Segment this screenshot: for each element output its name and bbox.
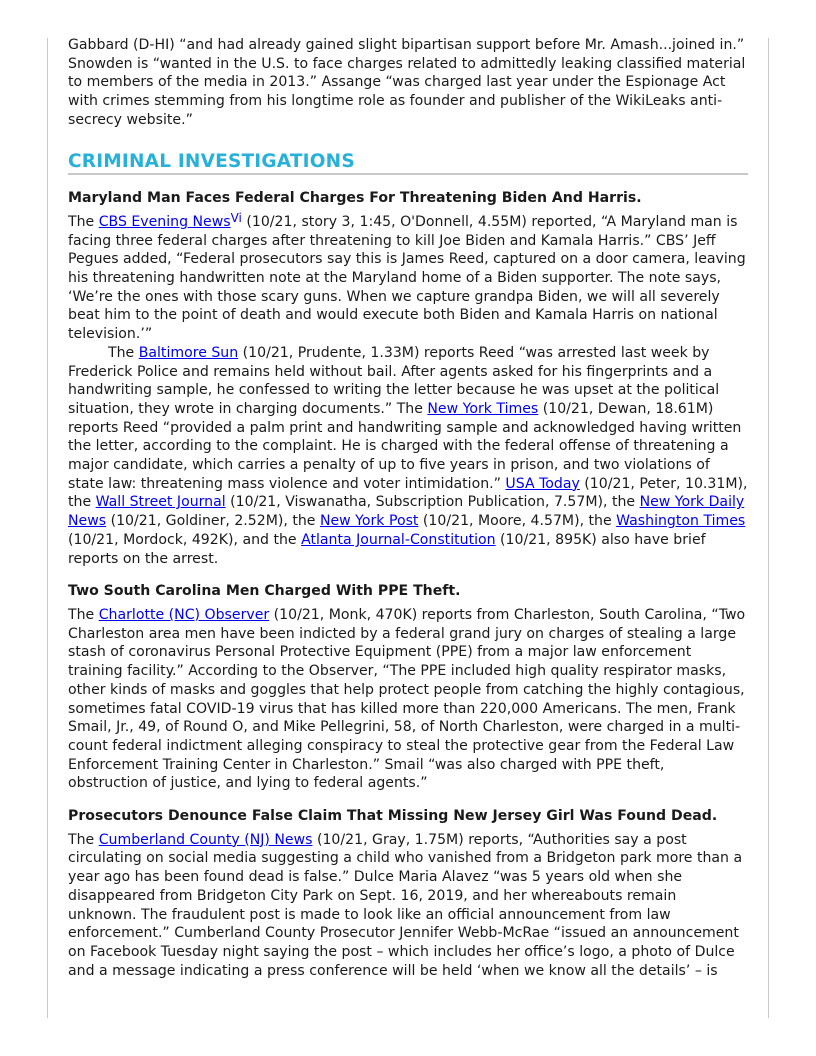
link-new-york-daily-news[interactable]: New York Daily News: [68, 494, 745, 530]
document-body: [68, 36, 748, 980]
article-paragraph: [68, 344, 748, 568]
link-wall-street-journal[interactable]: Wall Street Journal: [95, 494, 226, 511]
article-headline-biden-threat: Maryland Man Faces Federal Charges For Threatening Biden And Harris.: [68, 190, 642, 207]
video-indicator[interactable]: Vi: [230, 210, 242, 225]
text: (10/21, Moore, 4.57M), the: [418, 513, 617, 530]
link-baltimore-sun[interactable]: Baltimore Sun: [138, 344, 239, 361]
text: The: [68, 213, 99, 230]
intro-paragraph: Gabbard (D-HI) “and had already gained slight bipartisan support before Mr. Amash...joined in.” Snowden is “wanted in the U.S. to face charges related to admittedly leaking classified material to members of the media in 2013.” Assange “was charged last year under the Espionage Act with crimes stemming from his longtime role as founder and publisher of the WikiLeaks anti-secrecy website.”: [68, 37, 746, 128]
link-new-york-times[interactable]: New York Times: [427, 400, 539, 417]
article-paragraph: [68, 606, 748, 793]
article-headline-ppe-theft: Two South Carolina Men Charged With PPE Theft.: [68, 583, 461, 600]
right-margin-rule: [768, 38, 769, 1018]
article-headline-missing-girl: Prosecutors Denounce False Claim That Missing New Jersey Girl Was Found Dead.: [68, 808, 718, 825]
link-atlanta-journal-constitution[interactable]: Atlanta Journal-Constitution: [301, 531, 496, 548]
text: The: [108, 344, 139, 361]
article-paragraph: [68, 831, 748, 981]
link-washington-times[interactable]: Washington Times: [616, 513, 746, 530]
section-title: CRIMINAL INVESTIGATIONS: [68, 153, 748, 176]
text: (10/21, 895K) also have brief reports on the arrest.: [68, 531, 706, 567]
text: (10/21, Viswanatha, Subscription Publication, 7.57M), the: [225, 494, 640, 511]
text: (10/21, Mordock, 492K), and the: [68, 531, 302, 548]
article-paragraph: [68, 210, 748, 344]
text: (10/21, Goldiner, 2.52M), the: [106, 513, 320, 530]
link-new-york-post[interactable]: New York Post: [319, 513, 419, 530]
text: (10/21, story 3, 1:45, O'Donnell, 4.55M) reported, “A Maryland man is facing three federal charges after threatening to kill Joe Biden and Kamala Harris.” CBS’ Jeff Pegues added, “Federal prosecutors say this is James Reed, captured on a door camera, leaving his threatening handwritten note at the Maryland home of a Biden supporter. The note says, ‘We’re the ones with those scary guns. When we capture grandpa Biden, we will all severely beat him to the point of death and would execute both Biden and Kamala Harris on national television.’”: [68, 213, 746, 343]
text: (10/21, Peter, 10.31M), the: [68, 475, 748, 511]
link-usa-today[interactable]: USA Today: [505, 475, 580, 492]
text: (10/21, Monk, 470K) reports from Charleston, South Carolina, “Two Charleston area men have been indicted by a federal grand jury on charges of stealing a large stash of coronavirus Personal Protective Equipment (PPE) from a major law enforcement training facility.” According to the Observer, “The PPE included high quality respirator masks, other kinds of masks and goggles that help protect people from catching the highly contagious, sometimes fatal COVID-19 virus that has killed more than 220,000 Americans. The men, Frank Smail, Jr., 49, of Round O, and Mike Pellegrini, 58, of North Charleston, were charged in a multi-count federal indictment alleging conspiracy to steal the protective gear from the Federal Law Enforcement Training Center in Charleston.” Smail “was also charged with PPE theft, obstruction of justice, and lying to federal agents.”: [68, 606, 746, 792]
link-cbs-evening-news[interactable]: CBS Evening News: [98, 213, 231, 230]
link-charlotte-observer[interactable]: Charlotte (NC) Observer: [98, 606, 270, 623]
text: (10/21, Prudente, 1.33M) reports Reed “was arrested last week by Frederick Police and remains held without bail. After agents asked for his fingerprints and a handwriting sample, he confessed to writing the letter because he was upset at the political situation, they wrote in charging documents.” The: [68, 344, 720, 417]
left-margin-rule: [47, 38, 48, 1018]
text: (10/21, Gray, 1.75M) reports, “Authorities say a post circulating on social media suggesting a child who vanished from a Bridgeton park more than a year ago has been found dead is false.” Dulce Maria Alavez “was 5 years old when she disappeared from Bridgeton City Park on Sept. 16, 2019, and her whereabouts remain unknown. The fraudulent post is made to look like an official announcement from law enforcement.” Cumberland County Prosecutor Jennifer Webb-McRae “issued an announcement on Facebook Tuesday night saying the post – which includes her office’s logo, a photo of Dulce and a message indicating a press conference will be held ‘when we know all the details’ – is: [68, 831, 743, 979]
link-cumberland-county-news[interactable]: Cumberland County (NJ) News: [98, 831, 313, 848]
text: The: [68, 606, 99, 623]
text: The: [68, 831, 99, 848]
text: (10/21, Dewan, 18.61M) reports Reed “provided a palm print and handwriting sample and acknowledged having written the letter, according to the complaint. He is charged with the federal offense of threatening a major candidate, which carries a penalty of up to five years in prison, and two violations of state law: threatening mass violence and voter intimidation.”: [68, 400, 742, 492]
